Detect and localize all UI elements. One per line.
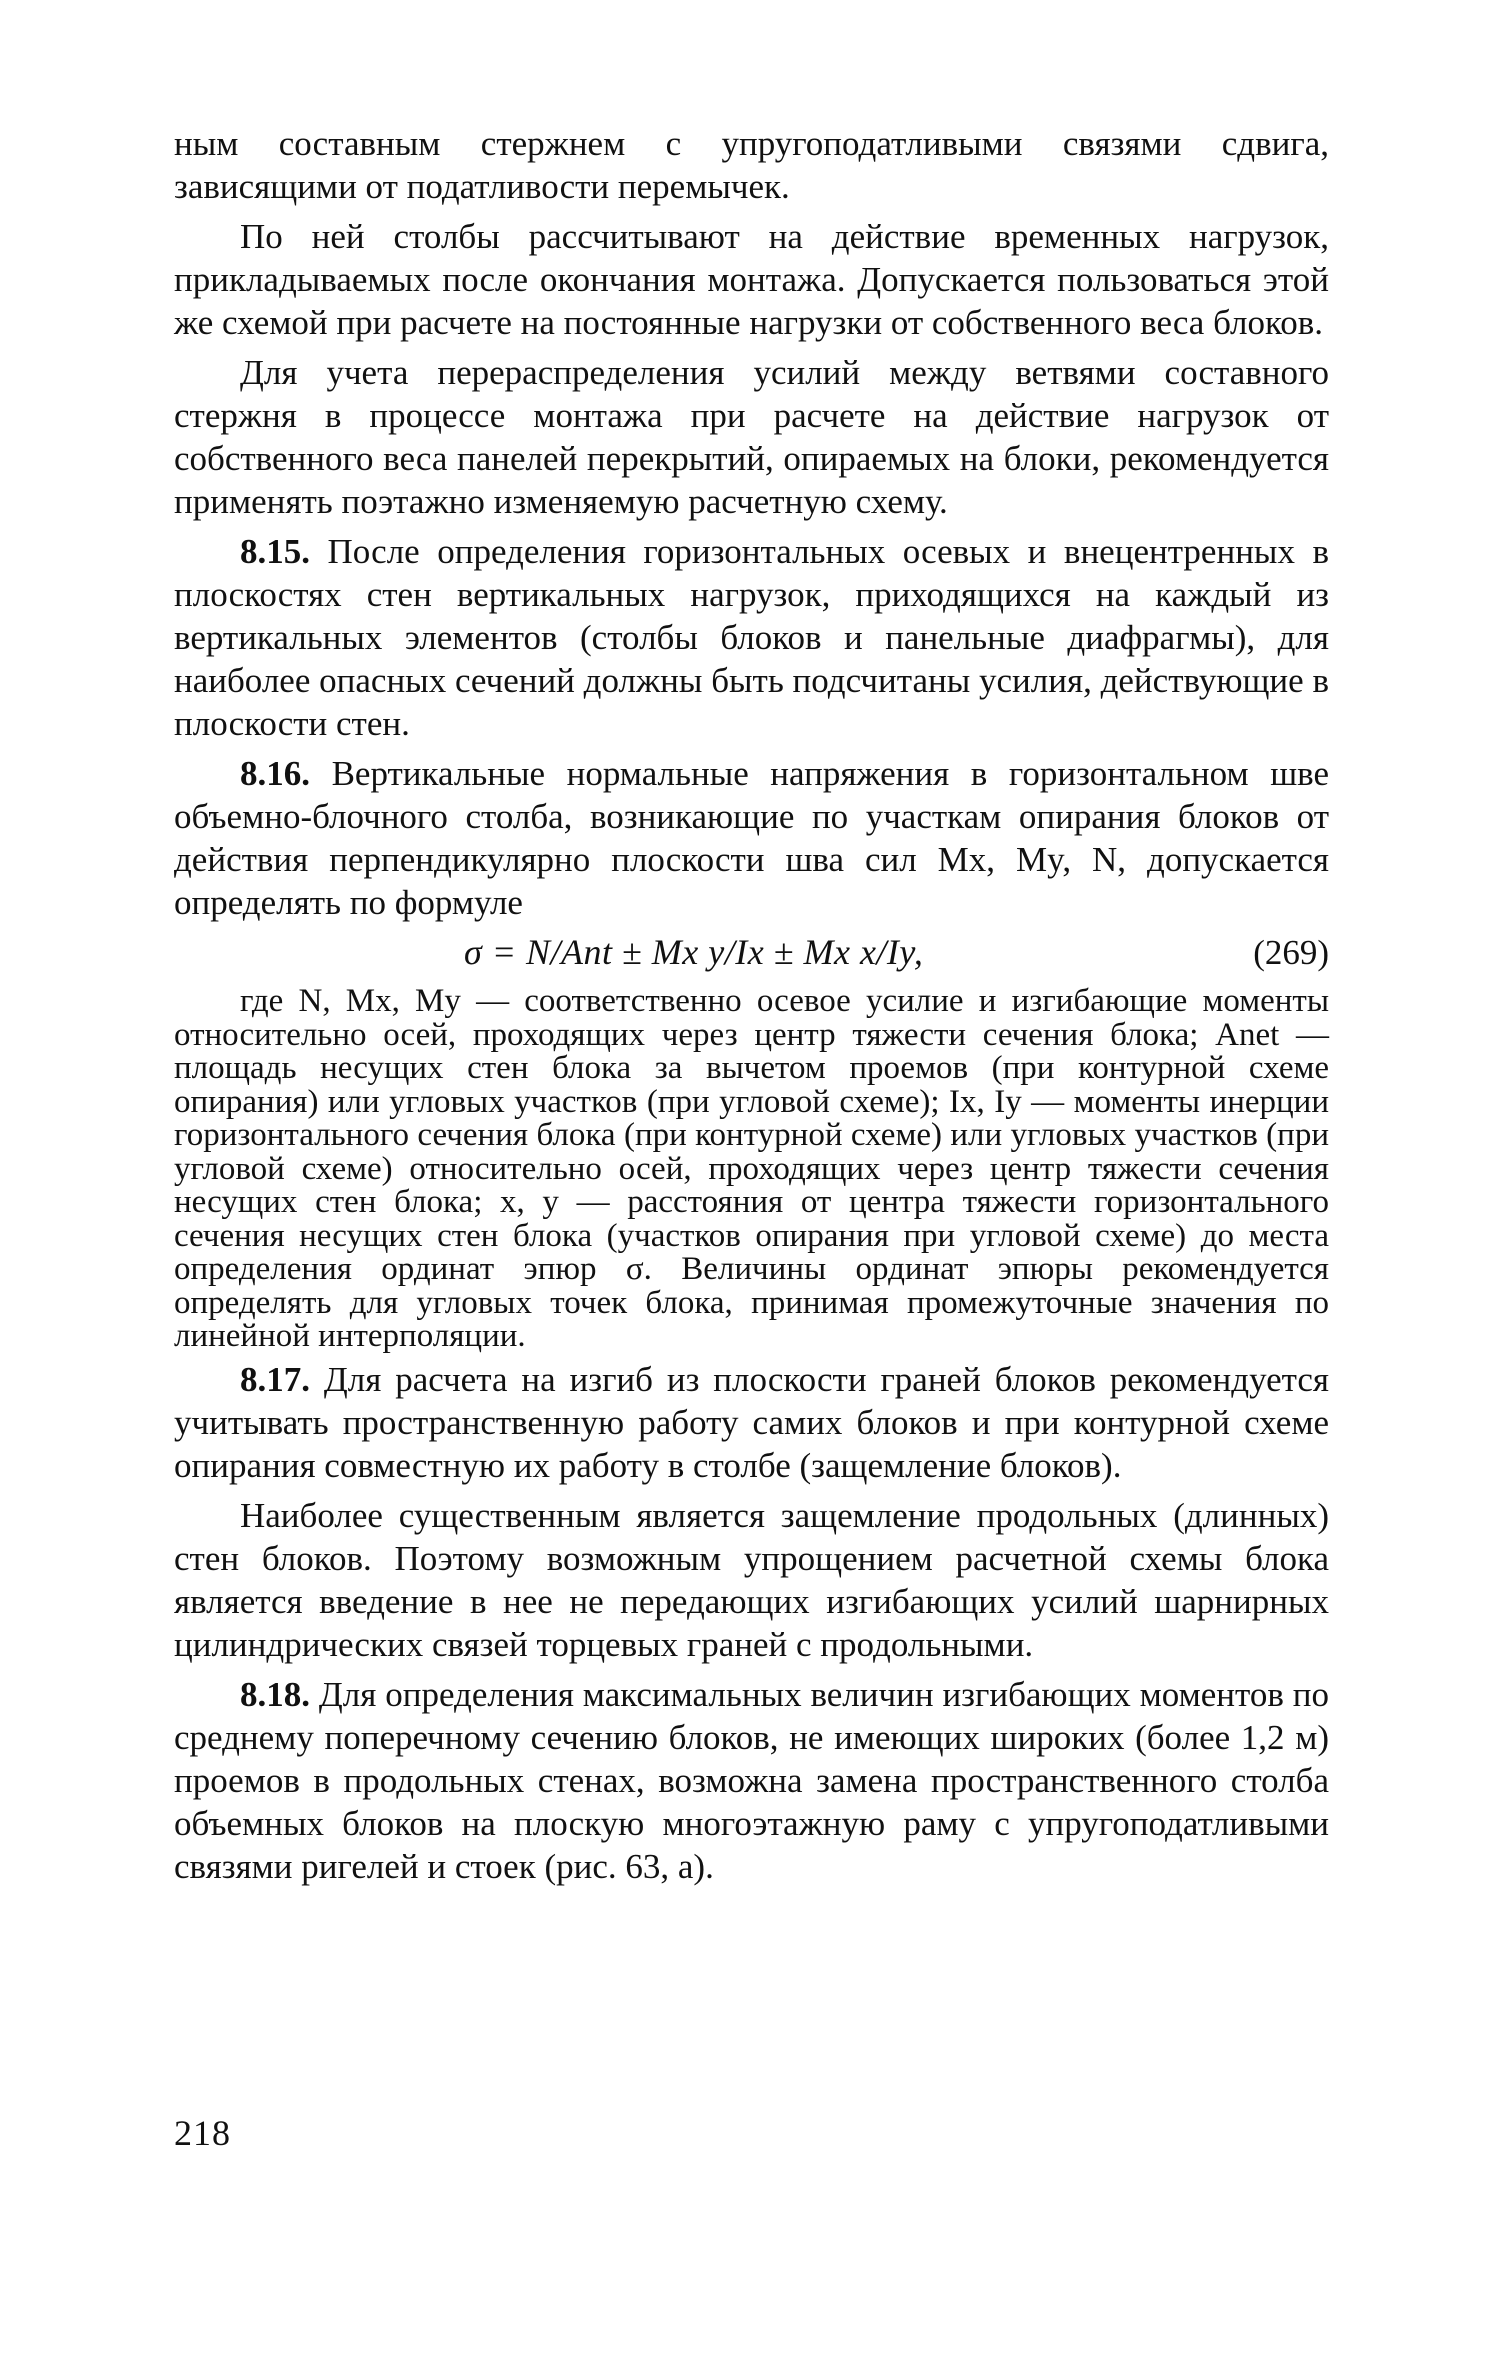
section-8-16 [174, 752, 1329, 924]
section-8-18 [174, 1673, 1329, 1888]
section-number: 8.17. [240, 1359, 310, 1399]
page-number: 218 [174, 2113, 231, 2153]
formula: σ = N/Ant ± Mx y/Ix ± Mx x/Iy, [464, 932, 924, 972]
section-number: 8.16. [240, 754, 310, 793]
section-8-15 [174, 530, 1329, 745]
paragraph: По ней столбы рассчитывают на действие временных нагрузок, прикладываемых после окончания монтажа. Допускается пользоваться этой же схемой при расчете на постоянные нагрузки от собственного веса блоков. [174, 217, 1329, 342]
section-number: 8.15. [240, 532, 310, 571]
paragraph: Наиболее существенным является защемление продольных (длинных) стен блоков. Поэтому возможным упрощением расчетной схемы блока является введение в нее не передающих изгибающих усилий шарнирных цилиндрических связей торцевых граней с продольными. [174, 1495, 1329, 1664]
formula-row [174, 931, 1329, 977]
body-text [174, 122, 1329, 1895]
section-text: Для определения максимальных величин изгибающих моментов по среднему поперечному сечению блоков, не имеющих широких (более 1,2 м) проемов в продольных стенах, возможна замена пространственного столба объемных блоков на плоскую многоэтажную раму с упругоподатливыми связями ригелей и стоек (рис. 63, а). [174, 1674, 1330, 1886]
section-text: Для расчета на изгиб из плоскости граней блоков рекомендуется учитывать пространственную работу самих блоков и при контурной схеме опирания совместную их работу в столбе (защемление блоков). [174, 1359, 1329, 1485]
section-number: 8.18. [240, 1674, 310, 1714]
paragraph-continuation: ным составным стержнем с упругоподатливыми связями сдвига, зависящими от податливости перемычек. [174, 124, 1329, 206]
equation-number: (269) [1253, 933, 1329, 972]
section-text: Вертикальные нормальные напряжения в горизонтальном шве объемно-блочного столба, возникающие по участкам опирания блоков от действия перпендикулярно плоскости шва сил Mx, My, N, допускается определять по формуле [174, 754, 1330, 922]
section-8-17 [174, 1358, 1329, 1487]
section-text: После определения горизонтальных осевых и внецентренных в плоскостях стен вертикальных нагрузок, приходящихся на каждый из вертикальных элементов (столбы блоков и панельные диафрагмы), для наиболее опасных сечений должны быть подсчитаны усилия, действующие в плоскости стен. [174, 532, 1329, 743]
paragraph: Для учета перераспределения усилий между ветвями составного стержня в процессе монтажа при расчете на действие нагрузок от собственного веса панелей перекрытий, опираемых на блоки, рекомендуется применять поэтажно изменяемую расчетную схему. [174, 353, 1329, 521]
formula-explanation: где N, Mx, My — соответственно осевое усилие и изгибающие моменты относительно осей, проходящих через центр тяжести сечения блока; Anet — площадь несущих стен блока за вычетом проемов (при контурной схеме опирания) или угловых участков (при угловой схеме); Ix, Iy — моменты инерции горизонтального сечения блока (при контурной схеме) или угловых участков (при угловой схеме) относительно осей, проходящих через центр тяжести сечения несущих стен блока; x, y — расстояния от центра тяжести горизонтального сечения несущих стен блока (участков опирания при угловой схеме) до места определения ординат эпюр σ. Величины ординат эпюры рекомендуется определять для угловых точек блока, принимая промежуточные значения по линейной интерполяции. [174, 983, 1329, 1354]
